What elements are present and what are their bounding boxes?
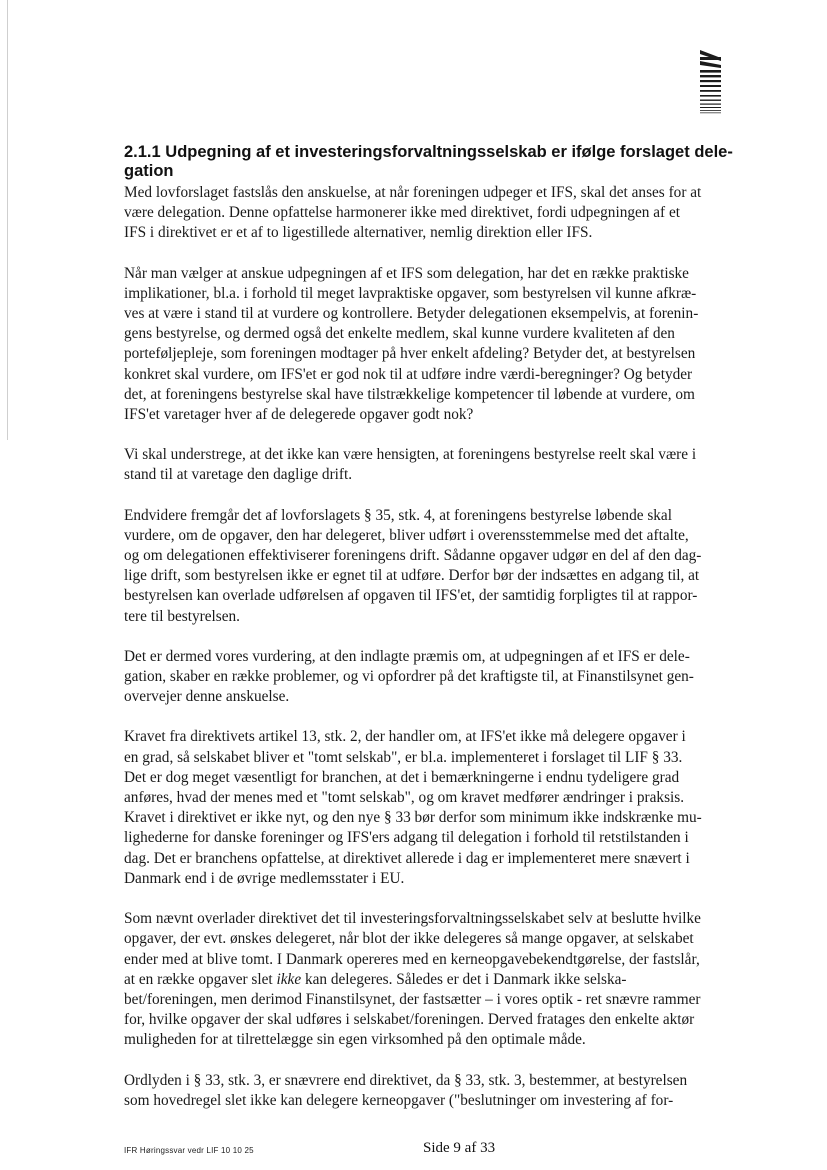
paragraph-line: Danmark end i de øvrige medlemsstater i EU.	[124, 869, 405, 887]
paragraph-line: IFS'et varetager hver af de delegerede opgaver godt nok?	[124, 406, 474, 424]
paragraph-line: gation, skaber en række problemer, og vi opfordrer på det kraftigste til, at Finanstilsynet gen-	[124, 668, 694, 686]
paragraph-line: Ordlyden i § 33, stk. 3, er snævrere end direktivet, da § 33, stk. 3, bestemmer, at bestyrelsen	[124, 1071, 688, 1089]
body-text	[124, 183, 764, 1131]
emphasized-word: ikke	[276, 970, 302, 988]
paragraph-line: bestyrelsen kan overlade udførelsen af opgaven til IFS'et, der samtidig forpligtes til at rappor-	[124, 587, 698, 605]
paragraph-line: ender med at blive tomt. I Danmark opereres med en kerneopgavebekendtgørelse, der fastslår,	[124, 950, 700, 968]
paragraph-line: Kravet i direktivet er ikke nyt, og den nye § 33 bør derfor som minimum ikke indskrænke mu-	[124, 809, 702, 827]
heading-line: 2.1.1 Udpegning af et investeringsforvaltningsselskab er ifølge forslaget dele-	[124, 143, 733, 161]
paragraph	[124, 445, 764, 485]
paragraph-line: implikationer, bl.a. i forhold til meget lavpraktiske opgaver, som bestyrelsen vil kunne afkræ-	[124, 284, 697, 302]
paragraph-line: vurdere, om de opgaver, den har delegeret, bliver udført i overensstemmelse med det aftalte,	[124, 526, 689, 544]
scan-margin-line	[7, 0, 8, 440]
section-heading	[124, 143, 764, 181]
paragraph-line: muligheden for at tilrettelægge sin egen virksomhed på den optimale måde.	[124, 1031, 586, 1049]
paragraph-line: Som nævnt overlader direktivet det til investeringsforvaltningsselskabet selv at beslutte hvilke	[124, 910, 701, 928]
paragraph	[124, 909, 764, 1050]
paragraph-line: dag. Det er branchens opfattelse, at direktivet allerede i dag er implementeret mere snævert i	[124, 849, 690, 867]
heading-line: gation	[124, 162, 174, 180]
paragraph-line: IFS i direktivet er et af to ligestillede alternativer, nemlig direktion eller IFS.	[124, 224, 593, 242]
paragraph-line: bet/foreningen, men derimod Finanstilsynet, der fastsætter – i vores optik - ret snævre rammer	[124, 990, 701, 1008]
paragraph-line: konkret skal vurdere, om IFS'et er god nok til at udføre indre værdi-beregninger? Og betyder	[124, 365, 693, 383]
paragraph-line: anføres, hvad der menes med et "tomt selskab", og om kravet medfører ændringer i praksis.	[124, 789, 685, 807]
paragraph	[124, 727, 764, 889]
paragraph-line: lige drift, som bestyrelsen ikke er egnet til at udføre. Derfor bør der indsættes en adgang til, at	[124, 567, 700, 585]
paragraph-line: Når man vælger at anskue udpegningen af et IFS som delegation, har det en række praktiske	[124, 264, 689, 282]
paragraph-line: stand til at varetage den daglige drift.	[124, 466, 353, 484]
paragraph-line: for, hvilke opgaver der skal udføres i selskabet/foreningen. Derved fratages den enkelte aktør	[124, 1011, 695, 1029]
paragraph-line: at en række opgaver slet ikke kan delegeres. Således er det i Danmark ikke selska-	[124, 970, 627, 988]
paragraph-line: og om delegationen effektiviserer foreningens drift. Sådanne opgaver udgør en del af den dag-	[124, 547, 702, 565]
paragraph-line: en grad, så selskabet bliver et "tomt selskab", er bl.a. implementeret i forslaget til LIF § 33.	[124, 748, 683, 766]
ifr-striped-logo-icon	[690, 50, 730, 120]
paragraph-line: Endvidere fremgår det af lovforslagets § 35, stk. 4, at foreningens bestyrelse løbende skal	[124, 506, 672, 524]
paragraph-line: Med lovforslaget fastslås den anskuelse, at når foreningen udpeger et IFS, skal det anses for at	[124, 184, 702, 201]
paragraph-line: gens bestyrelse, og dermed også det enkelte medlem, skal kunne vurdere kvaliteten af den	[124, 325, 675, 343]
paragraph-line: porteføljepleje, som foreningen modtager på hver enkelt afdeling? Betyder det, at bestyrelsen	[124, 345, 696, 363]
paragraph-line: overvejer denne anskuelse.	[124, 688, 290, 706]
paragraph	[124, 506, 764, 627]
footer-page-number: Side 9 af 33	[423, 1140, 496, 1156]
paragraph-line: lighederne for danske foreninger og IFS'ers adgang til delegation i forhold til retstilstanden i	[124, 829, 689, 847]
paragraph-line: det, at foreningens bestyrelse skal have tilstrækkelige kompetencer til løbende at vurdere, om	[124, 385, 695, 403]
paragraph	[124, 264, 764, 426]
paragraph-line: Det er dog meget væsentligt for branchen, at det i bemærkningerne i endnu tydeligere grad	[124, 768, 680, 786]
paragraph	[124, 647, 764, 708]
paragraph-line: ves at være i stand til at vurdere og kontrollere. Betyder delegationen eksempelvis, at forenin-	[124, 305, 699, 323]
paragraph-line: være delegation. Denne opfattelse harmonerer ikke med direktivet, fordi udpegningen af et	[124, 204, 681, 222]
paragraph	[124, 1071, 764, 1111]
paragraph-line: opgaver, der evt. ønskes delegeret, når blot der ikke delegeres så mange opgaver, at selskabet	[124, 930, 694, 948]
paragraph-line: tere til bestyrelsen.	[124, 607, 240, 625]
paragraph-line: som hovedregel slet ikke kan delegere kerneopgaver ("beslutninger om investering af for-	[124, 1091, 674, 1109]
paragraph-line: Det er dermed vores vurdering, at den indlagte præmis om, at udpegningen af et IFS er dele-	[124, 647, 690, 665]
paragraph-line: Vi skal understrege, at det ikke kan være hensigten, at foreningens bestyrelse reelt skal være i	[124, 446, 697, 464]
footer-document-reference: IFR Høringssvar vedr LIF 10 10 25	[124, 1146, 254, 1155]
paragraph-line: Kravet fra direktivets artikel 13, stk. 2, der handler om, at IFS'et ikke må delegere opgaver i	[124, 728, 686, 746]
paragraph	[124, 183, 764, 244]
